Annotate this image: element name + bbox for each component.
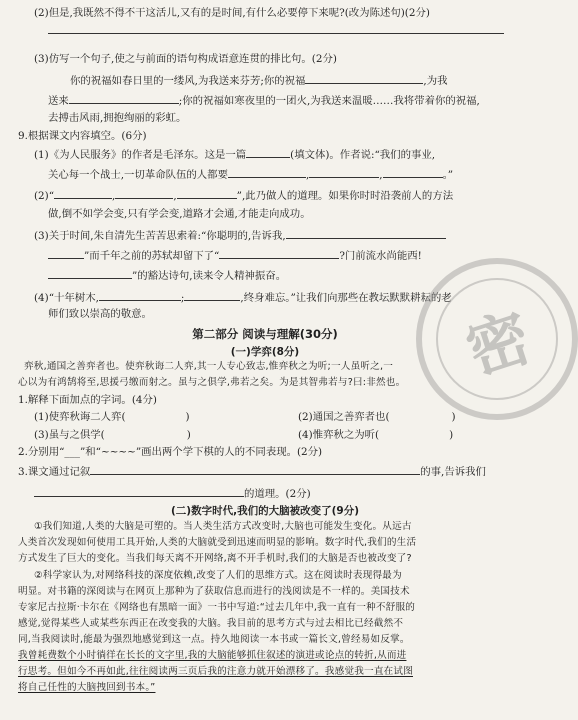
stamp-glyph: 密 [457, 299, 540, 389]
blank[interactable] [115, 187, 173, 199]
blank[interactable] [48, 247, 84, 259]
q9-2-line-1: (2)“ , , ”,此乃做人的道理。如果你时时沿袭前人的方法 [34, 187, 453, 203]
q3-heading: (3)仿写一个句子,使之与前面的语句构成语意连贯的排比句。(2分) [34, 53, 337, 65]
r2-p2-line-2: 明显。对书籍的深阅读与在网页上那种为了获取信息而进行的浅阅读是不一样的。美国技术 [18, 586, 410, 597]
r2-p2-line-1: ②科学家认为,对网络科技的深度依赖,改变了人们的思维方式。这在阅读时表现得最为 [34, 570, 402, 581]
reading-2-title: (二)数字时代,我们的大脑被改变了(9分) [171, 505, 359, 517]
r2-p2-line-4: 感觉,觉得某些人或某些东西正在改变我的大脑。我目前的思考方式与过去相比已经截然不 [18, 618, 404, 629]
classic-text-line-2: 心以为有鸿鹄将至,思援弓缴而射之。虽与之俱学,弗若之矣。为是其智弗若与?曰:非然也。 [18, 377, 406, 388]
part2-title: 第二部分 阅读与理解(30分) [192, 327, 338, 341]
r1-q1-heading: 1.解释下面加点的字词。(4分) [18, 394, 157, 406]
q9-2-line-2: 做,倒不如学会变,只有学会变,道路才会通,才能走向成功。 [48, 208, 311, 220]
r1-q1-item-4: (4)惟弈秋之为听( ) [298, 429, 454, 441]
blank[interactable] [286, 227, 446, 239]
r1-q3-line-2: 的道理。(2分) [34, 485, 311, 501]
reading-1-title: (一)学弈(8分) [230, 346, 300, 358]
classic-text-line-1: 弈秋,通国之善弈者也。使弈秋诲二人弈,其一人专心致志,惟弈秋之为听;一人虽听之,一 [24, 361, 394, 372]
q9-3-line-3: ”的豁达诗句,读来令人精神振奋。 [48, 267, 286, 283]
r2-p2-line-3: 专家尼古拉斯·卡尔在《网络也有黑暗一面》一书中写道:“过去几年中,我一直有一种不舒服的 [18, 602, 416, 613]
q9-4-line-2: 师们致以崇高的敬意。 [48, 308, 152, 320]
blank[interactable] [246, 146, 290, 158]
blank[interactable] [219, 247, 339, 259]
blank[interactable] [99, 289, 181, 301]
q9-1-line-2: 关心每一个战士,一切革命队伍的人都要 , , 。” [48, 166, 453, 182]
q3-line-3: 去搏击风雨,拥抱绚丽的彩虹。 [48, 112, 187, 124]
q9-heading: 9.根据课文内容填空。(6分) [18, 130, 147, 142]
r2-p1-line-3: 方式发生了巨大的变化。当我们每天离不开网络,离不开手机时,我们的大脑是否也被改变了? [18, 553, 412, 564]
q3-line-2: 送来 ;你的祝福如寒夜里的一团火,为我送来温暖……我将带着你的祝福, [48, 92, 480, 108]
blank[interactable] [69, 92, 179, 104]
q9-1-line-1: (1)《为人民服务》的作者是毛泽东。这是一篇 (填文体)。作者说:“我们的事业, [34, 146, 435, 162]
blank[interactable] [90, 463, 420, 475]
r1-q1-item-3: (3)虽与之俱学( ) [34, 429, 191, 441]
blank[interactable] [305, 72, 423, 84]
r2-p1-line-1: ①我们知道,人类的大脑是可塑的。当人类生活方式改变时,大脑也可能发生变化。从远古 [34, 521, 412, 532]
blank[interactable] [184, 289, 240, 301]
blank[interactable] [177, 187, 237, 199]
r2-p2-line-6: 我曾耗费数个小时徜徉在长长的文字里,我的大脑能够抓住叙述的演进或论点的转折,从而进 [18, 650, 407, 661]
r2-p2-line-7: 行思考。但如今不再如此,往往阅读两三页后我的注意力就开始漂移了。我感觉我一直在试图 [18, 666, 413, 677]
answer-line [48, 32, 504, 34]
r1-q1-item-2: (2)通国之善弈者也( ) [298, 411, 456, 423]
blank[interactable] [383, 166, 443, 178]
r1-q2: 2.分别用“___”和“~~~~”画出两个学下棋的人的不同表现。(2分) [18, 446, 323, 458]
q9-3-line-2: ”而千年之前的苏轼却留下了“ ?门前流水尚能西! [48, 247, 422, 263]
r2-p1-line-2: 人类首次发现如何使用工具开始,人类的大脑就受到迅速而明显的影响。数字时代,我们的生活 [18, 537, 417, 548]
blank[interactable] [309, 166, 379, 178]
r2-p2-line-5: 同,当我阅读时,能最为强烈地感觉到这一点。持久地阅读一本书或一篇长文,曾经易如反掌。 [18, 634, 410, 645]
q3-line-1: 你的祝福如春日里的一缕风,为我送来芬芳;你的祝福 ,为我 [70, 72, 448, 88]
q9-3-line-1: (3)关于时间,朱自清先生苦苦思索着:“你聪明的,告诉我, [34, 227, 446, 243]
blank[interactable] [54, 187, 112, 199]
r2-p2-line-8: 将自己任性的大脑拽回到书本。” [18, 682, 156, 693]
blank[interactable] [48, 267, 132, 279]
confidential-stamp [416, 258, 578, 420]
r1-q1-item-1: (1)使弈秋诲二人弈( ) [34, 411, 190, 423]
r1-q3-line-1: 3.课文通过记叙 的事,告诉我们 [18, 463, 486, 479]
blank[interactable] [34, 485, 244, 497]
q9-4-line-1: (4)“十年树木, ; ,终身难忘。”让我们向那些在教坛默默耕耘的老 [34, 289, 452, 305]
q2-2-text: (2)但是,我既然不得不干这活儿,又有的是时间,有什么必要停下来呢?(改为陈述句)(2分) [34, 7, 430, 19]
blank[interactable] [228, 166, 306, 178]
